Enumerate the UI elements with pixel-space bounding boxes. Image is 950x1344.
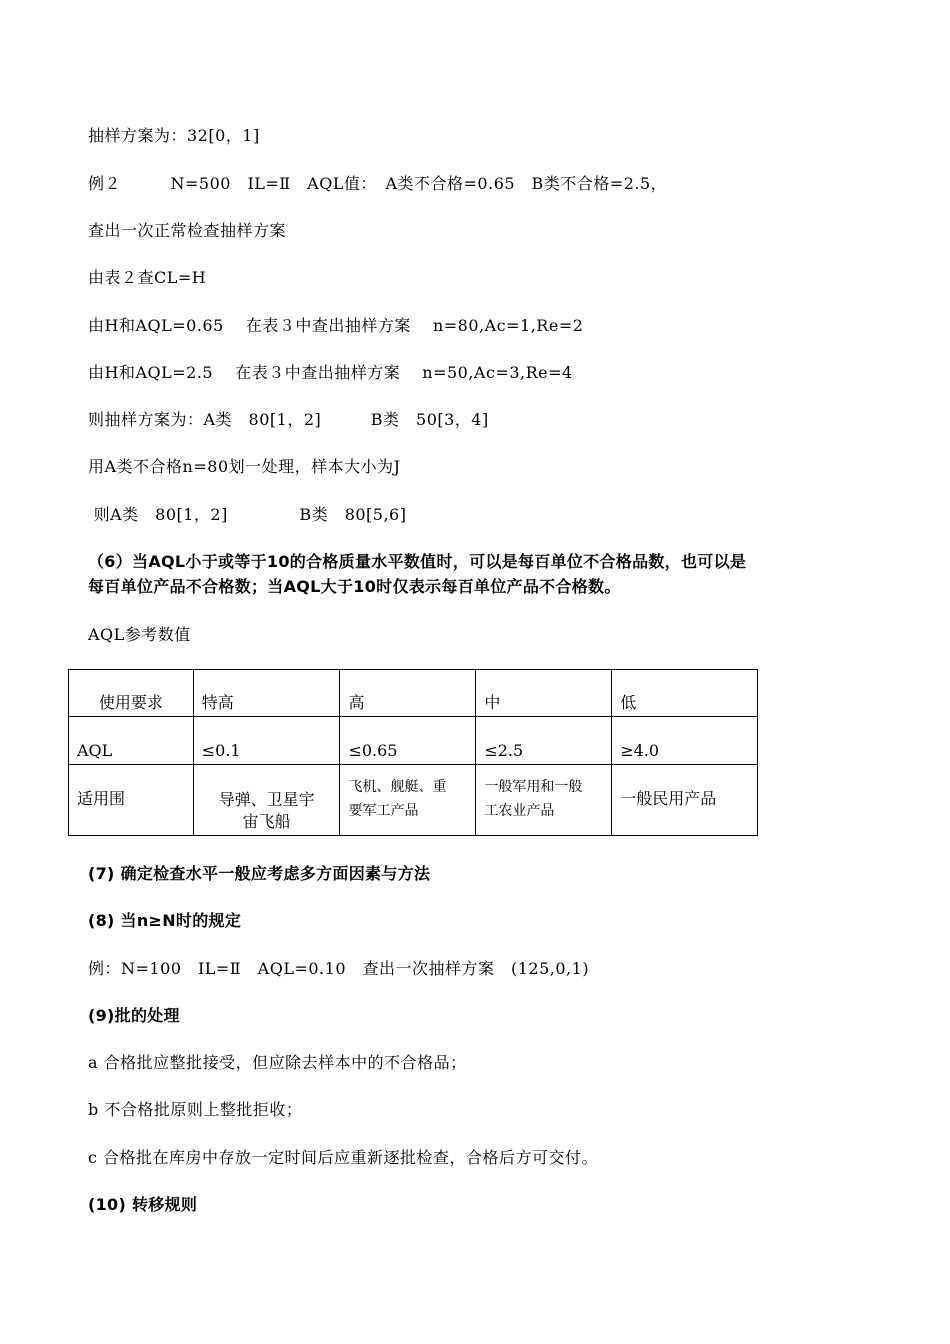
text-line: 由H和AQL=2.5 在表３中查出抽样方案 n=50,Ac=3,Re=4 — [88, 363, 573, 382]
text-line: 查出一次正常检查抽样方案 — [88, 221, 287, 240]
text-line: 则抽样方案为：A类 80[1，2] B类 50[3，4] — [88, 410, 489, 429]
scope-low: 一般民用产品 — [612, 765, 758, 836]
text-line: 则A类 80[1，2] B类 80[5,6] — [88, 505, 407, 524]
text-line: 由H和AQL=0.65 在表３中查出抽样方案 n=80,Ac=1,Re=2 — [88, 316, 584, 335]
table-row — [69, 765, 758, 836]
header-low: 低 — [612, 670, 758, 717]
scope-extra-high: 导弹、卫星宇 宙飞船 — [193, 765, 340, 836]
aql-high: ≤0.65 — [340, 717, 476, 765]
section-6-line-1: （6）当AQL小于或等于10的合格质量水平数值时，可以是每百单位不合格品数，也可以是 — [88, 552, 747, 571]
text-line: 用A类不合格n=80划一处理，样本大小为J — [88, 457, 401, 476]
header-high: 高 — [340, 670, 476, 717]
table-row — [69, 670, 758, 717]
text-line: 例２ N=500 IL=Ⅱ AQL值： A类不合格=0.65 B类不合格=2.5， — [88, 174, 668, 193]
header-medium: 中 — [476, 670, 612, 717]
section-10-heading: (10) 转移规则 — [88, 1195, 198, 1214]
section-6-line-2: 每百单位产品不合格数；当AQL大于10时仅表示每百单位产品不合格数。 — [88, 577, 621, 596]
aql-extra-high: ≤0.1 — [193, 717, 340, 765]
text-line: b 不合格批原则上整批拒收； — [88, 1100, 303, 1119]
scope-high: 飞机、舰艇、重 要军工产品 — [340, 765, 476, 836]
section-9-heading: (9)批的处理 — [88, 1006, 180, 1025]
aql-low: ≥4.0 — [612, 717, 758, 765]
aql-label: AQL — [69, 717, 194, 765]
text-line: 抽样方案为：32[0，1] — [88, 126, 260, 145]
text-line: 由表２查CL=H — [88, 268, 207, 287]
aql-reference-table — [68, 669, 758, 836]
text-line: 例：N=100 IL=Ⅱ AQL=0.10 查出一次抽样方案 (125,0,1) — [88, 959, 590, 978]
header-usage: 使用要求 — [69, 670, 194, 717]
section-7-heading: (7) 确定检查水平一般应考虑多方面因素与方法 — [88, 864, 431, 883]
text-line: a 合格批应整批接受，但应除去样本中的不合格品； — [88, 1053, 467, 1072]
scope-medium: 一般军用和一般 工农业产品 — [476, 765, 612, 836]
text-line: c 合格批在库房中存放一定时间后应重新逐批检查，合格后方可交付。 — [88, 1148, 599, 1167]
table-row — [69, 717, 758, 765]
aql-medium: ≤2.5 — [476, 717, 612, 765]
scope-label: 适用围 — [69, 765, 194, 836]
table-caption: AQL参考数值 — [88, 625, 191, 644]
header-extra-high: 特高 — [193, 670, 340, 717]
section-8-heading: (8) 当n≥N时的规定 — [88, 911, 242, 930]
